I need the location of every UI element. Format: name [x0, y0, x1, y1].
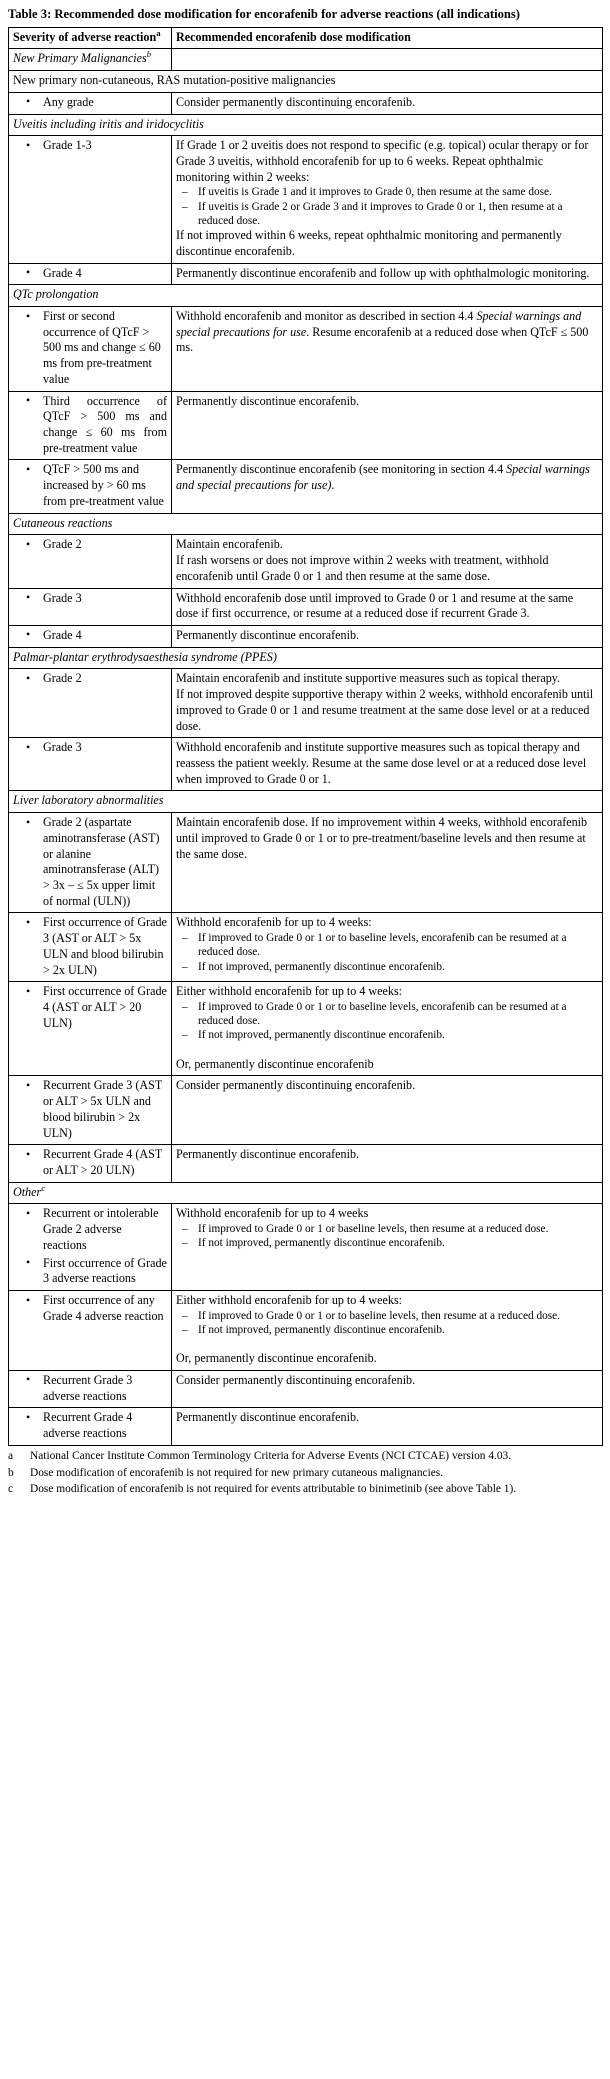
- severity-cell: [9, 307, 172, 392]
- severity-cell: [9, 625, 172, 647]
- footnote-ref-b: b: [146, 49, 152, 60]
- table-row: [9, 460, 603, 513]
- table-row: [9, 1076, 603, 1145]
- table-row: [9, 535, 603, 588]
- section-title-other: [9, 1182, 603, 1204]
- action-cell: [172, 813, 603, 913]
- action-text: Permanently discontinue encorafenib.: [176, 393, 360, 408]
- severity-bullet-list: [13, 1206, 167, 1287]
- section-title-ppes: Palmar-plantar erythrodysaesthesia syndrome (PPES): [9, 647, 603, 669]
- severity-bullet-list: [13, 537, 167, 553]
- table-row: [9, 1370, 603, 1407]
- action-outro: If not improved within 6 weeks, repeat ophthalmic monitoring and permanently discontinue encorafenib.: [176, 228, 562, 258]
- table-row: [9, 391, 603, 460]
- list-item: • First or second occurrence of QTcF > 500 ms and change ≤ 60 ms from pre-treatment value: [13, 309, 167, 388]
- table-row: [9, 307, 603, 392]
- severity-bullet-list: [13, 740, 167, 756]
- action-sub-list: [176, 931, 598, 974]
- action-cell: [172, 1291, 603, 1371]
- table-row: [9, 738, 603, 791]
- column-header-severity-label: Severity of adverse reaction: [13, 29, 157, 44]
- severity-bullet-list: [13, 1410, 167, 1441]
- section-title-label: New Primary Malignancies: [13, 51, 147, 66]
- footnote-row: [8, 1481, 602, 1498]
- action-intro: Either withhold encorafenib for up to 4 weeks:: [176, 984, 403, 999]
- action-text: [176, 309, 598, 356]
- table-row: [9, 1408, 603, 1445]
- action-text-line1: Maintain encorafenib and institute supportive measures such as topical therapy.: [176, 671, 561, 686]
- severity-cell: [9, 391, 172, 460]
- footnote-marker: c: [8, 1483, 14, 1496]
- footnote-text: National Cancer Institute Common Terminology Criteria for Adverse Events (NCI CTCAE) version 4.03.: [30, 1449, 512, 1462]
- list-item: – If not improved, permanently discontinue encorafenib.: [176, 1028, 598, 1042]
- severity-cell: [9, 669, 172, 738]
- dose-modification-table: [8, 27, 603, 1446]
- action-cell: [172, 1370, 603, 1407]
- severity-cell: [9, 913, 172, 982]
- list-item: • First occurrence of Grade 3 (AST or ALT > 5x ULN and blood bilirubin > 2x ULN): [13, 915, 167, 978]
- action-text-line2: If rash worsens or does not improve within 2 weeks with treatment, withhold encorafenib until Grade 0 or 1 and then resume at the same dose.: [176, 553, 549, 583]
- action-text: Consider permanently discontinuing encorafenib.: [176, 94, 416, 109]
- section-reference-italic: Special warnings and special precautions for use): [176, 462, 590, 493]
- action-sub-list: [176, 1000, 598, 1043]
- action-text: Consider permanently discontinuing encorafenib.: [176, 1078, 416, 1093]
- table-row: [9, 1204, 603, 1291]
- severity-cell: [9, 1291, 172, 1371]
- action-sub-list: [176, 185, 598, 228]
- footnotes-block: [8, 1448, 602, 1498]
- list-item: • Any grade: [13, 95, 167, 111]
- severity-bullet-list: [13, 462, 167, 509]
- action-cell: [172, 669, 603, 738]
- table-row: [9, 136, 603, 263]
- table-row: [9, 625, 603, 647]
- severity-bullet-list: [13, 1147, 167, 1178]
- list-item: • Grade 2 (aspartate aminotransferase (AST) or alanine aminotransferase (ALT) > 3x – ≤ 5x upper limit of normal (ULN)): [13, 815, 167, 909]
- list-item: – If uveitis is Grade 1 and it improves to Grade 0, then resume at the same dose.: [176, 185, 598, 199]
- action-outro: Or, permanently discontinue encorafenib: [176, 1056, 374, 1071]
- list-item: • Grade 2: [13, 537, 167, 553]
- footnote-ref-a: a: [156, 27, 161, 38]
- list-item: • Grade 3: [13, 591, 167, 607]
- list-item: • Recurrent Grade 4 (AST or ALT > 20 ULN): [13, 1147, 167, 1178]
- list-item: • Grade 4: [13, 628, 167, 644]
- action-cell: [172, 982, 603, 1076]
- list-item: – If improved to Grade 0 or 1 or to baseline levels, encorafenib can be resumed at a reduced dose.: [176, 1000, 598, 1028]
- action-cell: [172, 588, 603, 625]
- action-text: Permanently discontinue encorafenib.: [176, 1410, 360, 1425]
- table-caption: Table 3: Recommended dose modification for encorafenib for adverse reactions (all indications): [8, 7, 520, 21]
- action-text: [176, 462, 598, 493]
- action-cell: [172, 913, 603, 982]
- list-item: • Recurrent Grade 3 (AST or ALT > 5x ULN and blood bilirubin > 2x ULN): [13, 1078, 167, 1141]
- section-row-cutaneous-reactions: [9, 513, 603, 535]
- severity-bullet-list: [13, 394, 167, 457]
- action-text-part1: Permanently discontinue encorafenib (see monitoring in section 4.4: [176, 462, 507, 477]
- column-header-dose-modification: Recommended encorafenib dose modification: [172, 27, 603, 49]
- list-item: • Grade 2: [13, 671, 167, 687]
- severity-cell: [9, 982, 172, 1076]
- action-cell: [172, 1204, 603, 1291]
- action-cell: [172, 1145, 603, 1182]
- action-cell: [172, 1076, 603, 1145]
- action-text-part2: . Resume encorafenib at a reduced dose when QTcF ≤ 500 ms.: [176, 324, 589, 355]
- severity-bullet-list: [13, 309, 167, 388]
- table-row: [9, 1145, 603, 1182]
- section-title-new-primary-malignancies: [9, 49, 172, 71]
- subsection-title-ras-malignancies: New primary non-cutaneous, RAS mutation-positive malignancies: [9, 71, 603, 93]
- section-title-label: Other: [13, 1184, 42, 1199]
- severity-cell: [9, 460, 172, 513]
- list-item: – If not improved, permanently discontinue encorafenib.: [176, 1323, 598, 1337]
- action-sub-list: [176, 1222, 598, 1250]
- action-cell: [172, 535, 603, 588]
- footnote-row: [8, 1465, 602, 1482]
- severity-cell: [9, 92, 172, 114]
- section-title-uveitis: Uveitis including iritis and iridocyclitis: [9, 114, 603, 136]
- severity-cell: [9, 588, 172, 625]
- column-header-severity: [9, 27, 172, 49]
- table-row: [9, 588, 603, 625]
- section-title-cutaneous-reactions: Cutaneous reactions: [9, 513, 603, 535]
- list-item: • Grade 4: [13, 266, 167, 282]
- action-outro: Or, permanently discontinue encorafenib.: [176, 1351, 377, 1366]
- table-row: [9, 982, 603, 1076]
- list-item: • Grade 1-3: [13, 138, 167, 154]
- section-reference-italic: Special warnings and special precautions for use: [176, 309, 582, 339]
- section-row-uveitis: [9, 114, 603, 136]
- severity-bullet-list: [13, 984, 167, 1031]
- action-text: Withhold encorafenib dose until improved to Grade 0 or 1 and resume at the same dose if first occurrence, or resume at a reduced dose if recurrent Grade 3.: [176, 590, 574, 621]
- list-item: – If improved to Grade 0 or 1 or to baseline levels, then resume at a reduced dose.: [176, 1309, 598, 1323]
- action-cell: [172, 460, 603, 513]
- list-item: • Third occurrence of QTcF > 500 ms and change ≤ 60 ms from pre-treatment value: [13, 394, 167, 457]
- action-intro: If Grade 1 or 2 uveitis does not respond to specific (e.g. topical) ocular therapy or for Grade 3 uveitis, withhold encorafenib for up to 6 weeks. Repeat ophthalmic monitoring within 2 weeks:: [176, 138, 589, 184]
- action-text: Permanently discontinue encorafenib.: [176, 627, 360, 642]
- section-title-qtc-prolongation: QTc prolongation: [9, 285, 603, 307]
- footnote-marker: b: [8, 1466, 14, 1479]
- list-item: – If improved to Grade 0 or 1 or to baseline levels, encorafenib can be resumed at a reduced dose.: [176, 931, 598, 959]
- severity-cell: [9, 136, 172, 263]
- list-item: • First occurrence of any Grade 4 adverse reaction: [13, 1293, 167, 1324]
- action-cell: [172, 263, 603, 285]
- section-row-new-primary-malignancies: [9, 49, 603, 71]
- footnote-ref-c: c: [41, 1182, 46, 1193]
- action-cell: [172, 738, 603, 791]
- list-item: – If improved to Grade 0 or 1 or baseline levels, then resume at a reduced dose.: [176, 1222, 598, 1236]
- list-item: • Recurrent or intolerable Grade 2 adverse reactions: [13, 1206, 167, 1253]
- list-item: – If not improved, permanently discontinue encorafenib.: [176, 1236, 598, 1250]
- list-item: • Recurrent Grade 3 adverse reactions: [13, 1373, 167, 1404]
- section-empty-cell: [172, 49, 603, 71]
- severity-bullet-list: [13, 591, 167, 607]
- severity-bullet-list: [13, 915, 167, 978]
- severity-cell: [9, 1370, 172, 1407]
- subsection-row-ras-malignancies: [9, 71, 603, 93]
- list-item: • First occurrence of Grade 3 adverse reactions: [13, 1256, 167, 1287]
- action-intro: Either withhold encorafenib for up to 4 weeks:: [176, 1293, 403, 1308]
- action-text: Permanently discontinue encorafenib.: [176, 1147, 360, 1162]
- section-row-qtc-prolongation: [9, 285, 603, 307]
- table-row: [9, 669, 603, 738]
- action-sub-list: [176, 1309, 598, 1337]
- table-row: [9, 263, 603, 285]
- list-item: • First occurrence of Grade 4 (AST or ALT > 20 ULN): [13, 984, 167, 1031]
- list-item: • QTcF > 500 ms and increased by > 60 ms from pre-treatment value: [13, 462, 167, 509]
- severity-bullet-list: [13, 671, 167, 687]
- list-item: • Recurrent Grade 4 adverse reactions: [13, 1410, 167, 1441]
- action-cell: [172, 307, 603, 392]
- severity-bullet-list: [13, 1078, 167, 1141]
- severity-cell: [9, 1145, 172, 1182]
- action-intro: Withhold encorafenib for up to 4 weeks: [176, 1206, 369, 1221]
- list-item: • Grade 3: [13, 740, 167, 756]
- action-text-line2: If not improved despite supportive therapy within 2 weeks, withhold encorafenib until improved to Grade 0 or 1 and resume treatment at the same dose level or at a reduced dose.: [176, 687, 594, 733]
- action-text-line1: Maintain encorafenib.: [176, 537, 283, 552]
- action-text: Maintain encorafenib dose. If no improvement within 4 weeks, withhold encorafenib until improved to Grade 0 or 1 or to pre-treatment/baseline levels and then resume at the same dose.: [176, 815, 588, 861]
- severity-bullet-list: [13, 138, 167, 154]
- action-cell: [172, 92, 603, 114]
- action-text: Permanently discontinue encorafenib and follow up with ophthalmologic monitoring.: [176, 265, 590, 280]
- severity-cell: [9, 1076, 172, 1145]
- table-row: [9, 92, 603, 114]
- severity-cell: [9, 1408, 172, 1445]
- action-cell: [172, 136, 603, 263]
- table-row: [9, 813, 603, 913]
- section-row-other: [9, 1182, 603, 1204]
- list-item: – If uveitis is Grade 2 or Grade 3 and it improves to Grade 0 or 1, then resume at a reduced dose.: [176, 200, 598, 228]
- severity-cell: [9, 535, 172, 588]
- action-text-part2: .: [331, 478, 335, 493]
- action-text: Consider permanently discontinuing encorafenib.: [176, 1372, 416, 1387]
- severity-cell: [9, 263, 172, 285]
- severity-bullet-list: [13, 815, 167, 909]
- footnote-text: Dose modification of encorafenib is not required for new primary cutaneous malignancies.: [30, 1466, 444, 1479]
- severity-bullet-list: [13, 95, 167, 111]
- list-item: – If not improved, permanently discontinue encorafenib.: [176, 960, 598, 974]
- table-row: [9, 913, 603, 982]
- severity-bullet-list: [13, 266, 167, 282]
- action-intro: Withhold encorafenib for up to 4 weeks:: [176, 915, 372, 930]
- action-text-part1: Withhold encorafenib and monitor as described in section 4.4: [176, 309, 477, 324]
- severity-cell: [9, 813, 172, 913]
- footnote-row: [8, 1448, 602, 1465]
- severity-bullet-list: [13, 628, 167, 644]
- table-header-row: [9, 27, 603, 49]
- action-cell: [172, 391, 603, 460]
- table-row: [9, 1291, 603, 1371]
- section-row-ppes: [9, 647, 603, 669]
- footnote-text: Dose modification of encorafenib is not required for events attributable to binimetinib (see above Table 1).: [30, 1483, 517, 1496]
- action-cell: [172, 1408, 603, 1445]
- action-text: Withhold encorafenib and institute supportive measures such as topical therapy and reassess the patient weekly. Resume at the same dose level or at a reduced dose level when improved to Grade 0 or 1.: [176, 740, 587, 786]
- action-cell: [172, 625, 603, 647]
- section-row-liver-abnormalities: [9, 791, 603, 813]
- section-title-liver-abnormalities: Liver laboratory abnormalities: [9, 791, 603, 813]
- footnote-marker: a: [8, 1449, 14, 1462]
- severity-bullet-list: [13, 1293, 167, 1324]
- severity-cell: [9, 1204, 172, 1291]
- severity-bullet-list: [13, 1373, 167, 1404]
- severity-cell: [9, 738, 172, 791]
